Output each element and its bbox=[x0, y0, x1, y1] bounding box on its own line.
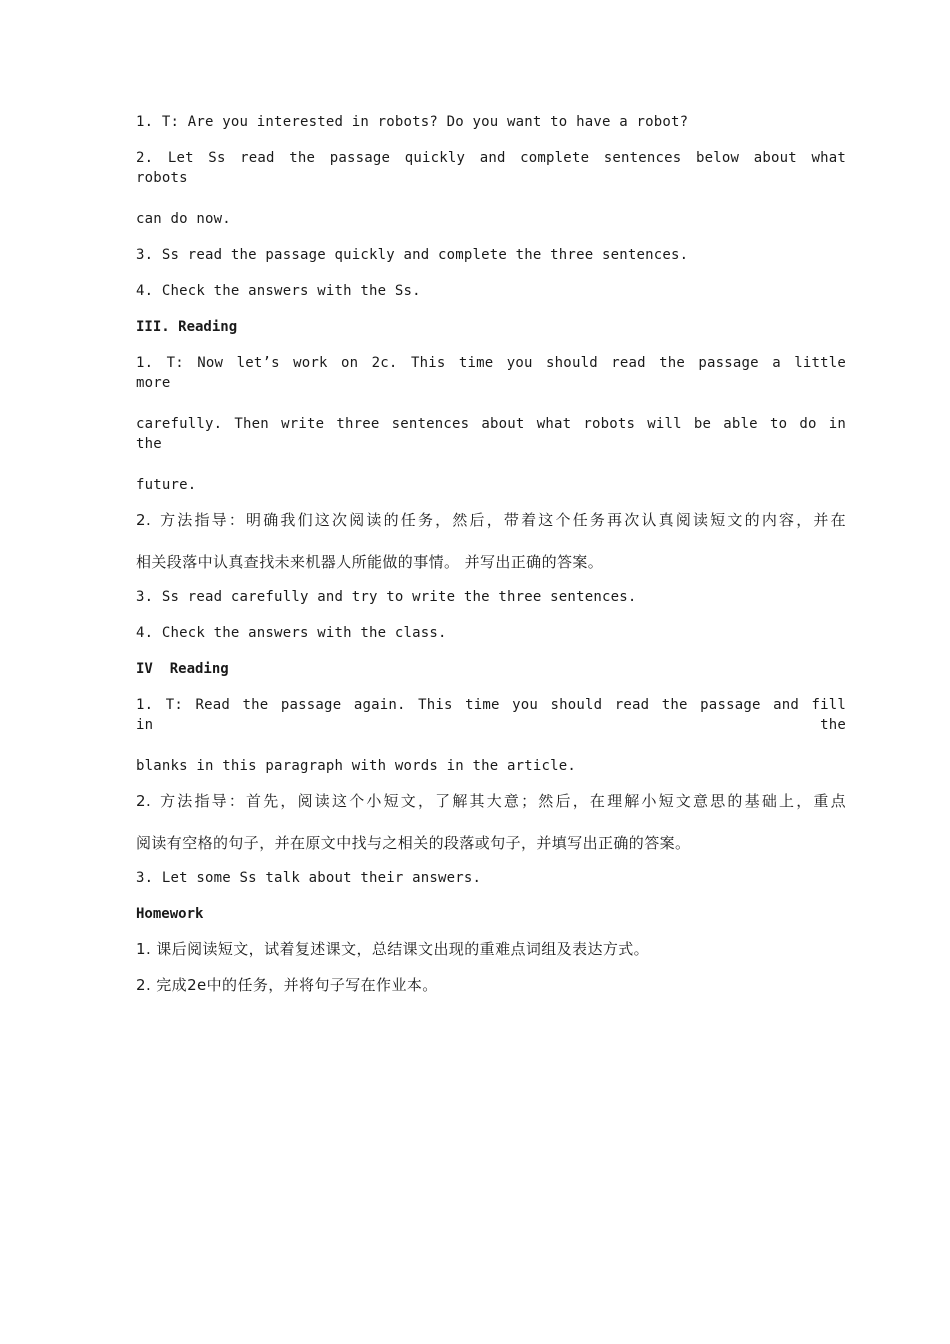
reading4-item-1-line-1: 1. T: Read the passage again. This time you should read the passage and fill in the bbox=[136, 697, 846, 733]
reading4-item-2-line-1: 2. 方法指导：首先，阅读这个小短文，了解其大意；然后，在理解小短文意思的基础上，重点 bbox=[136, 792, 846, 810]
section-heading-reading-iii: III. Reading bbox=[136, 319, 238, 335]
intro-item-4: 4. Check the answers with the Ss. bbox=[136, 283, 421, 299]
intro-item-2-line-1: 2. Let Ss read the passage quickly and complete sentences below about what robots bbox=[136, 150, 846, 186]
reading3-item-1-line-2: carefully. Then write three sentences about what robots will be able to do in the bbox=[136, 416, 846, 452]
intro-item-3: 3. Ss read the passage quickly and complete the three sentences. bbox=[136, 247, 689, 263]
homework-item-1: 1. 课后阅读短文，试着复述课文，总结课文出现的重难点词组及表达方式。 bbox=[136, 940, 650, 958]
reading4-item-1-line-2: blanks in this paragraph with words in the article. bbox=[136, 758, 577, 774]
reading4-item-3: 3. Let some Ss talk about their answers. bbox=[136, 870, 482, 886]
reading4-item-2-line-2: 阅读有空格的句子，并在原文中找与之相关的段落或句子，并填写出正确的答案。 bbox=[136, 834, 691, 852]
reading3-item-1-line-1: 1. T: Now let’s work on 2c. This time you should read the passage a little more bbox=[136, 355, 846, 391]
section-heading-homework: Homework bbox=[136, 906, 204, 922]
document-page bbox=[136, 112, 846, 996]
reading3-item-2-line-1: 2. 方法指导：明确我们这次阅读的任务，然后，带着这个任务再次认真阅读短文的内容，并在 bbox=[136, 511, 846, 529]
reading3-item-3: 3. Ss read carefully and try to write the three sentences. bbox=[136, 589, 637, 605]
reading3-item-4: 4. Check the answers with the class. bbox=[136, 625, 447, 641]
intro-item-2-line-2: can do now. bbox=[136, 211, 231, 227]
reading3-item-2-line-2: 相关段落中认真查找未来机器人所能做的事情。 并写出正确的答案。 bbox=[136, 553, 604, 571]
intro-item-1: 1. T: Are you interested in robots? Do you want to have a robot? bbox=[136, 114, 689, 130]
section-heading-reading-iv: IV Reading bbox=[136, 661, 229, 677]
reading3-item-1-line-3: future. bbox=[136, 477, 197, 493]
homework-item-2: 2. 完成2e中的任务，并将句子写在作业本。 bbox=[136, 976, 438, 994]
